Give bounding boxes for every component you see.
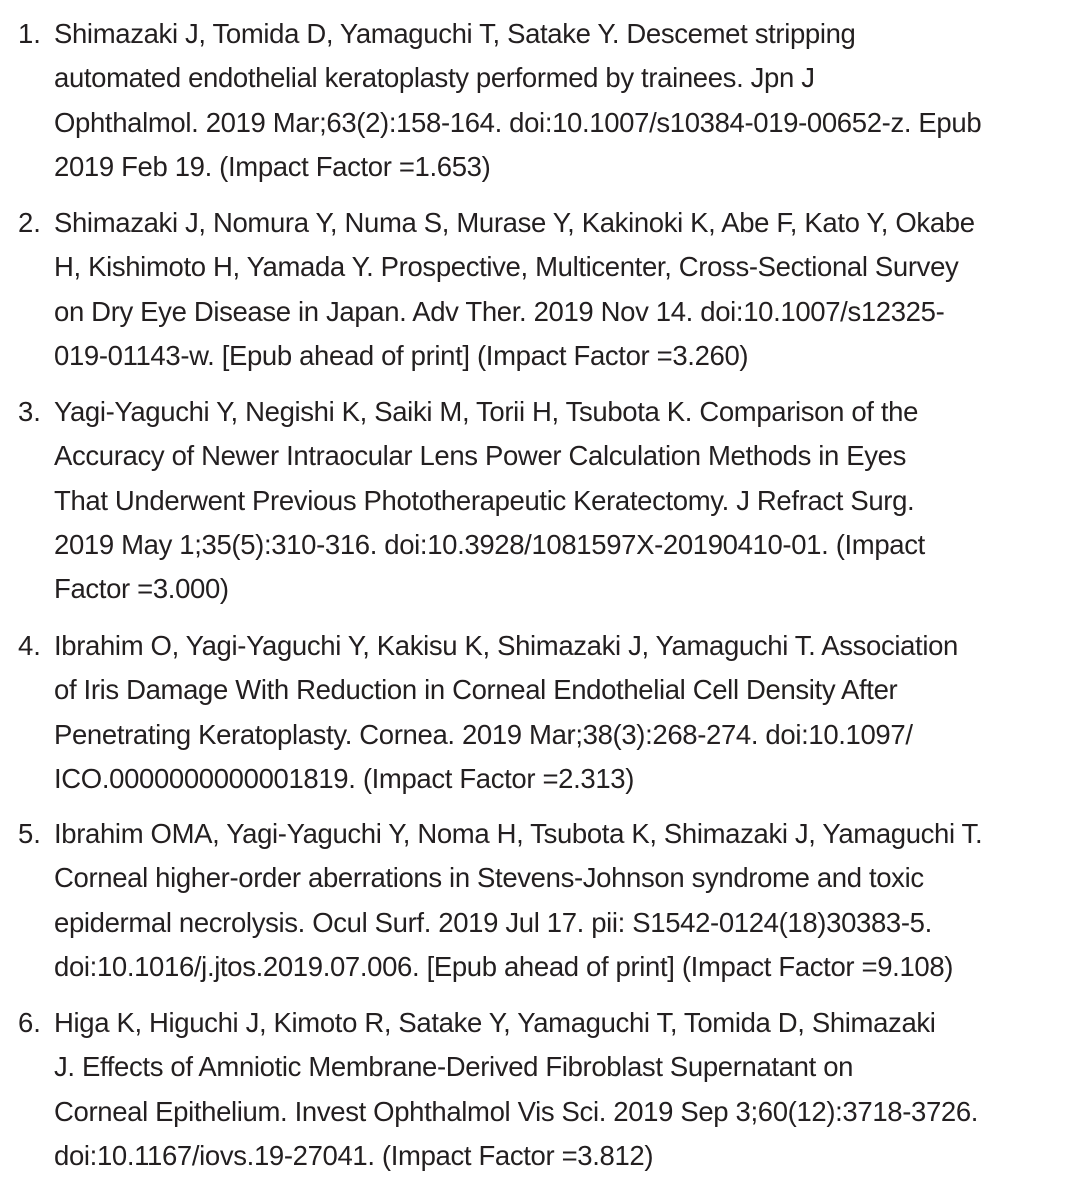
reference-text-line: Accuracy of Newer Intraocular Lens Power Calculation Methods in Eyes bbox=[54, 440, 907, 472]
reference-number: 6. bbox=[18, 1007, 41, 1038]
reference-text-line: Ibrahim O, Yagi-Yaguchi Y, Kakisu K, Shimazaki J, Yamaguchi T. Association bbox=[54, 630, 958, 661]
reference-text-line: J. Effects of Amniotic Membrane-Derived Fibroblast Supernatant on bbox=[54, 1051, 854, 1083]
reference-text-line: ICO.0000000000001819. (Impact Factor =2.313) bbox=[54, 762, 635, 794]
reference-text-line: 019-01143-w. [Epub ahead of print] (Impact Factor =3.260) bbox=[54, 339, 749, 371]
reference-number: 3. bbox=[18, 396, 41, 427]
reference-number: 4. bbox=[18, 630, 41, 661]
reference-text-line: Penetrating Keratoplasty. Cornea. 2019 Mar;38(3):268-274. doi:10.1097/ bbox=[54, 718, 913, 750]
reference-number: 1. bbox=[18, 18, 41, 49]
reference-text-line: of Iris Damage With Reduction in Corneal Endothelial Cell Density After bbox=[54, 674, 898, 706]
reference-text-line: Shimazaki J, Nomura Y, Numa S, Murase Y, Kakinoki K, Abe F, Kato Y, Okabe bbox=[54, 207, 975, 238]
reference-text-line: Corneal higher-order aberrations in Stevens-Johnson syndrome and toxic bbox=[54, 862, 924, 894]
reference-number: 5. bbox=[18, 818, 41, 849]
reference-text-line: automated endothelial keratoplasty performed by trainees. Jpn J bbox=[54, 62, 815, 94]
reference-text-line: Corneal Epithelium. Invest Ophthalmol Vis Sci. 2019 Sep 3;60(12):3718-3726. bbox=[54, 1095, 979, 1127]
reference-text-line: Higa K, Higuchi J, Kimoto R, Satake Y, Yamaguchi T, Tomida D, Shimazaki bbox=[54, 1007, 936, 1038]
reference-text-line: Ibrahim OMA, Yagi-Yaguchi Y, Noma H, Tsubota K, Shimazaki J, Yamaguchi T. bbox=[54, 818, 983, 849]
reference-text-line: 2019 Feb 19. (Impact Factor =1.653) bbox=[54, 150, 491, 182]
reference-text-line: Factor =3.000) bbox=[54, 573, 229, 605]
reference-number: 2. bbox=[18, 207, 41, 238]
reference-text-line: epidermal necrolysis. Ocul Surf. 2019 Jul 17. pii: S1542-0124(18)30383-5. bbox=[54, 906, 932, 938]
reference-text-line: H, Kishimoto H, Yamada Y. Prospective, Multicenter, Cross-Sectional Survey bbox=[54, 251, 959, 283]
reference-text-line: That Underwent Previous Phototherapeutic Keratectomy. J Refract Surg. bbox=[54, 484, 915, 516]
reference-text-line: doi:10.1016/j.jtos.2019.07.006. [Epub ahead of print] (Impact Factor =9.108) bbox=[54, 950, 954, 982]
reference-text-line: doi:10.1167/iovs.19-27041. (Impact Factor =3.812) bbox=[54, 1139, 654, 1171]
reference-text-line: Shimazaki J, Tomida D, Yamaguchi T, Satake Y. Descemet stripping bbox=[54, 18, 856, 49]
reference-text-line: Yagi-Yaguchi Y, Negishi K, Saiki M, Torii H, Tsubota K. Comparison of the bbox=[54, 396, 919, 427]
reference-text-line: Ophthalmol. 2019 Mar;63(2):158-164. doi:10.1007/s10384-019-00652-z. Epub bbox=[54, 106, 982, 138]
reference-text-line: on Dry Eye Disease in Japan. Adv Ther. 2019 Nov 14. doi:10.1007/s12325- bbox=[54, 295, 945, 327]
reference-text-line: 2019 May 1;35(5):310-316. doi:10.3928/1081597X-20190410-01. (Impact bbox=[54, 528, 925, 560]
